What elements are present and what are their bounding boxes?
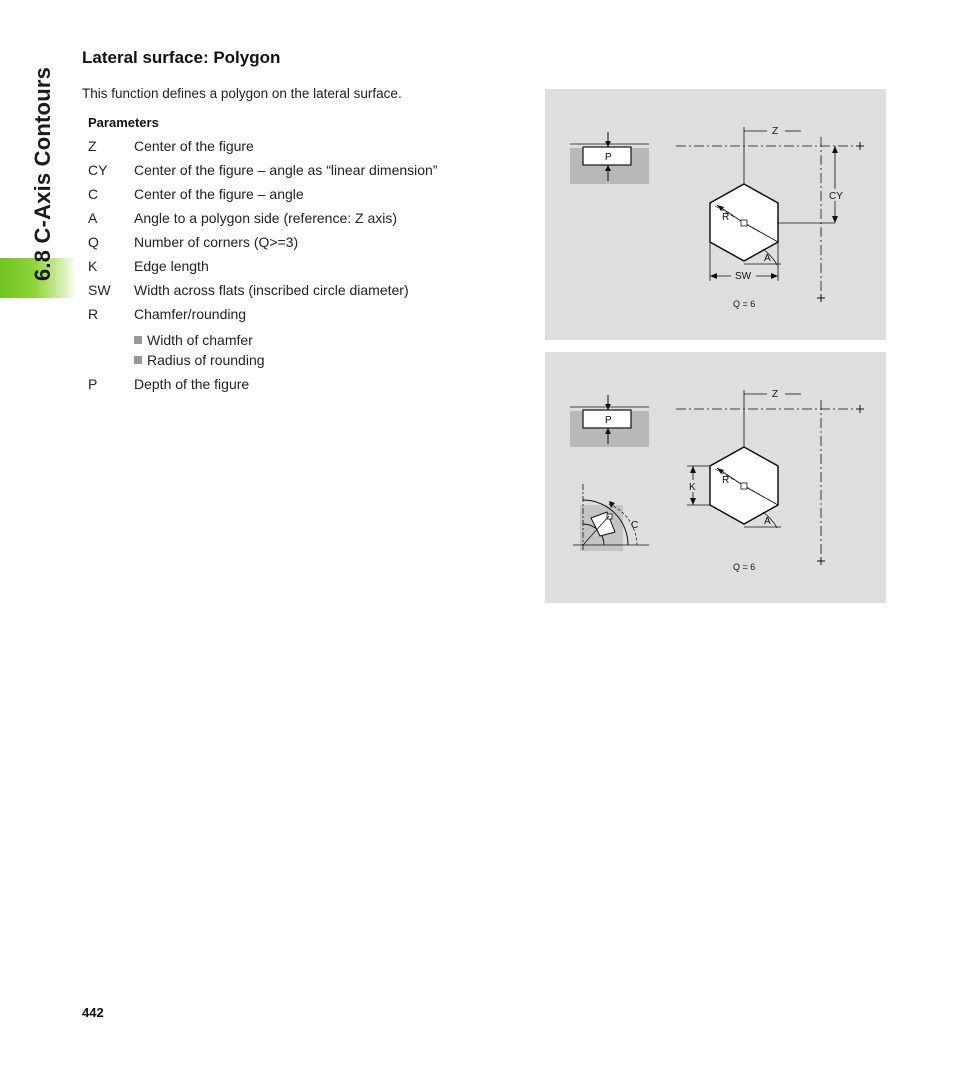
parameter-desc: Center of the figure – angle <box>134 186 304 202</box>
r-option-item <box>134 352 265 368</box>
r-label: R <box>722 475 730 486</box>
parameter-code: SW <box>88 282 111 298</box>
parameter-code: Z <box>88 138 97 154</box>
r-label: R <box>722 212 730 223</box>
polygon-figure-sw <box>545 89 886 340</box>
parameter-code: CY <box>88 162 108 178</box>
p-label: P <box>605 415 612 426</box>
page-heading: Lateral surface: Polygon <box>82 48 281 67</box>
k-label: K <box>689 482 696 493</box>
parameter-desc: Width across flats (inscribed circle diameter) <box>134 282 409 298</box>
parameter-code: Q <box>88 234 99 250</box>
z-label: Z <box>772 126 779 137</box>
parameter-code: A <box>88 210 98 226</box>
polygon-diagram-sw <box>545 89 886 340</box>
parameter-desc: Center of the figure <box>134 138 254 154</box>
bullet-square-icon <box>134 356 142 364</box>
r-option-item <box>134 332 253 348</box>
parameter-desc: Number of corners (Q>=3) <box>134 234 299 250</box>
z-label: Z <box>772 389 779 400</box>
cy-label: CY <box>829 191 843 202</box>
parameter-desc: Angle to a polygon side (reference: Z axis) <box>134 210 398 226</box>
a-label: A <box>764 253 771 264</box>
q-label: Q = 6 <box>733 562 756 572</box>
bullet-square-icon <box>134 336 142 344</box>
parameter-code: K <box>88 258 98 274</box>
parameters-title: Parameters <box>88 115 159 130</box>
polygon-figure-k <box>545 352 886 603</box>
page-number: 442 <box>82 1005 104 1020</box>
p-label: P <box>605 152 612 163</box>
parameter-code: C <box>88 186 99 202</box>
polygon-diagram-k <box>545 352 886 603</box>
r-option-label: Width of chamfer <box>147 332 253 348</box>
parameter-desc: Edge length <box>134 258 209 274</box>
parameter-desc: Chamfer/rounding <box>134 306 247 322</box>
c-label: C <box>631 520 639 531</box>
section-title-vertical <box>0 0 76 300</box>
a-label: A <box>764 516 771 527</box>
q-label: Q = 6 <box>733 299 756 309</box>
section-title: 6.8 C-Axis Contours <box>30 66 55 282</box>
parameter-code: P <box>88 376 98 392</box>
parameter-desc: Depth of the figure <box>134 376 250 392</box>
parameter-code: R <box>88 306 99 322</box>
sw-label: SW <box>735 271 752 282</box>
r-option-label: Radius of rounding <box>147 352 265 368</box>
intro-text: This function defines a polygon on the lateral surface. <box>82 86 402 101</box>
parameter-desc: Center of the figure – angle as “linear dimension” <box>134 162 438 178</box>
